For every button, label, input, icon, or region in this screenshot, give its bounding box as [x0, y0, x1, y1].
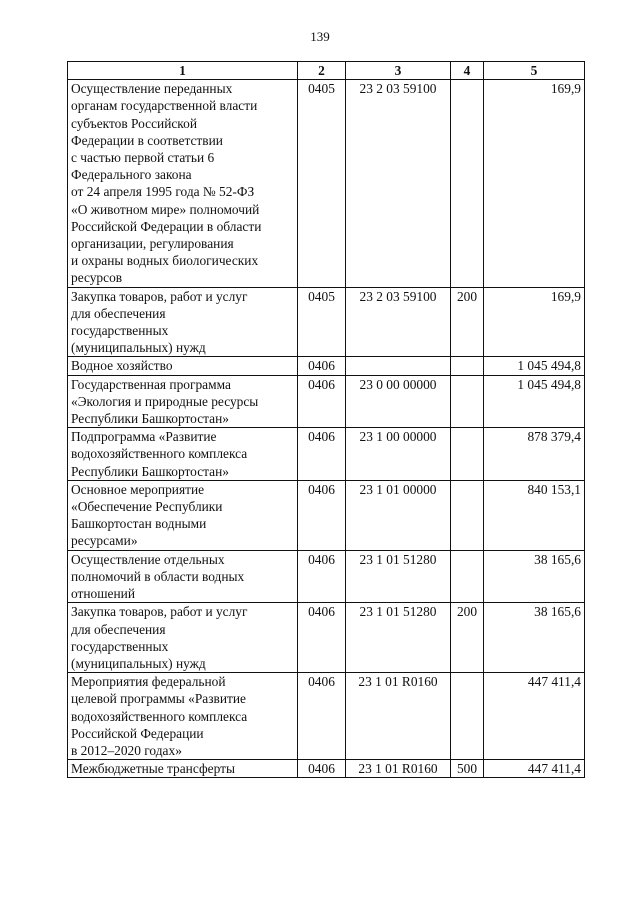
row-name-line: Федерального закона	[71, 167, 192, 183]
row-name-line: Федерации в соответствии	[71, 132, 223, 148]
row-section-code: 0406	[298, 550, 346, 603]
row-expense-type	[451, 80, 484, 287]
row-expense-type	[451, 673, 484, 760]
row-name-line: Мероприятия федеральной	[71, 674, 226, 690]
row-expense-type	[451, 357, 484, 375]
row-name	[68, 357, 298, 375]
table-row	[68, 673, 585, 760]
row-name	[68, 375, 298, 428]
table-row	[68, 80, 585, 287]
row-name-line: водохозяйственного комплекса	[71, 446, 248, 462]
row-name	[68, 287, 298, 357]
row-name-line: Подпрограмма «Развитие	[71, 429, 217, 445]
table-row	[68, 357, 585, 375]
row-name-line: (муниципальных) нужд	[71, 655, 206, 671]
row-expense-type	[451, 550, 484, 603]
row-name-line: Республики Башкортостан»	[71, 411, 229, 427]
row-name-line: в 2012–2020 годах»	[71, 742, 182, 758]
row-name-line: для обеспечения	[71, 621, 166, 637]
row-name-line: ресурсов	[71, 270, 123, 286]
row-name-line: государственных	[71, 638, 169, 654]
header-col-2: 2	[298, 62, 346, 80]
row-amount: 878 379,4	[484, 428, 585, 481]
row-expense-type	[451, 480, 484, 550]
row-section-code: 0406	[298, 428, 346, 481]
row-amount: 38 165,6	[484, 603, 585, 673]
row-name-line: ресурсами»	[71, 533, 138, 549]
row-target-code: 23 1 01 51280	[346, 550, 451, 603]
table-row	[68, 375, 585, 428]
budget-table	[67, 61, 585, 778]
row-name-line: «Экология и природные ресурсы	[71, 393, 259, 409]
row-amount: 169,9	[484, 80, 585, 287]
row-name-line: Башкортостан водными	[71, 516, 207, 532]
row-name-line: Республики Башкортостан»	[71, 463, 229, 479]
row-name	[68, 603, 298, 673]
row-name-line: «Обеспечение Республики	[71, 499, 223, 515]
table-row	[68, 480, 585, 550]
row-name	[68, 673, 298, 760]
row-section-code: 0405	[298, 287, 346, 357]
header-col-1: 1	[68, 62, 298, 80]
row-name-line: Основное мероприятие	[71, 481, 205, 497]
row-name-line: Российской Федерации в области	[71, 218, 262, 234]
row-name-line: отношений	[71, 586, 135, 602]
row-name-line: субъектов Российской	[71, 115, 197, 131]
row-name-line: водохозяйственного комплекса	[71, 708, 248, 724]
row-name-line: с частью первой статьи 6	[71, 150, 215, 166]
row-name	[68, 80, 298, 287]
row-name-line: полномочий в области водных	[71, 568, 245, 584]
table-row	[68, 287, 585, 357]
row-expense-type: 200	[451, 287, 484, 357]
row-section-code: 0406	[298, 375, 346, 428]
row-amount: 1 045 494,8	[484, 375, 585, 428]
row-amount: 169,9	[484, 287, 585, 357]
row-name-line: органам государственной власти	[71, 98, 258, 114]
header-col-3: 3	[346, 62, 451, 80]
row-amount: 447 411,4	[484, 673, 585, 760]
row-name-line: целевой программы «Развитие	[71, 691, 246, 707]
row-target-code: 23 1 00 00000	[346, 428, 451, 481]
row-target-code: 23 1 01 51280	[346, 603, 451, 673]
row-name	[68, 428, 298, 481]
row-target-code: 23 1 01 R0160	[346, 760, 451, 778]
row-section-code: 0406	[298, 673, 346, 760]
row-name-line: Водное хозяйство	[71, 358, 173, 374]
row-section-code: 0405	[298, 80, 346, 287]
row-amount: 447 411,4	[484, 760, 585, 778]
row-name-line: и охраны водных биологических	[71, 253, 259, 269]
row-amount: 840 153,1	[484, 480, 585, 550]
row-amount: 1 045 494,8	[484, 357, 585, 375]
row-name	[68, 550, 298, 603]
header-col-4: 4	[451, 62, 484, 80]
row-target-code: 23 2 03 59100	[346, 287, 451, 357]
row-target-code: 23 2 03 59100	[346, 80, 451, 287]
row-name-line: государственных	[71, 323, 169, 339]
row-target-code: 23 1 01 R0160	[346, 673, 451, 760]
table-row	[68, 760, 585, 778]
table-row	[68, 428, 585, 481]
row-section-code: 0406	[298, 760, 346, 778]
row-name-line: Российской Федерации	[71, 725, 204, 741]
row-target-code: 23 0 00 00000	[346, 375, 451, 428]
row-target-code	[346, 357, 451, 375]
row-name-line: организации, регулирования	[71, 236, 234, 252]
row-section-code: 0406	[298, 480, 346, 550]
table-row	[68, 550, 585, 603]
row-name-line: Закупка товаров, работ и услуг	[71, 604, 248, 620]
row-target-code: 23 1 01 00000	[346, 480, 451, 550]
row-amount: 38 165,6	[484, 550, 585, 603]
row-expense-type: 500	[451, 760, 484, 778]
row-name-line: от 24 апреля 1995 года № 52-ФЗ	[71, 184, 255, 200]
table-row	[68, 603, 585, 673]
row-section-code: 0406	[298, 603, 346, 673]
row-name-line: Государственная программа	[71, 376, 231, 392]
row-name	[68, 760, 298, 778]
row-name-line: Межбюджетные трансферты	[71, 761, 235, 777]
header-row	[68, 62, 585, 80]
page-number: 139	[310, 29, 330, 44]
row-name-line: «О животном мире» полномочий	[71, 201, 260, 217]
row-expense-type	[451, 375, 484, 428]
row-section-code: 0406	[298, 357, 346, 375]
table-body	[68, 80, 585, 778]
row-name-line: (муниципальных) нужд	[71, 340, 206, 356]
row-name-line: Осуществление переданных	[71, 81, 233, 97]
row-name-line: для обеспечения	[71, 305, 166, 321]
row-name-line: Закупка товаров, работ и услуг	[71, 288, 248, 304]
row-name-line: Осуществление отдельных	[71, 551, 225, 567]
row-expense-type: 200	[451, 603, 484, 673]
row-name	[68, 480, 298, 550]
header-col-5: 5	[484, 62, 585, 80]
row-expense-type	[451, 428, 484, 481]
